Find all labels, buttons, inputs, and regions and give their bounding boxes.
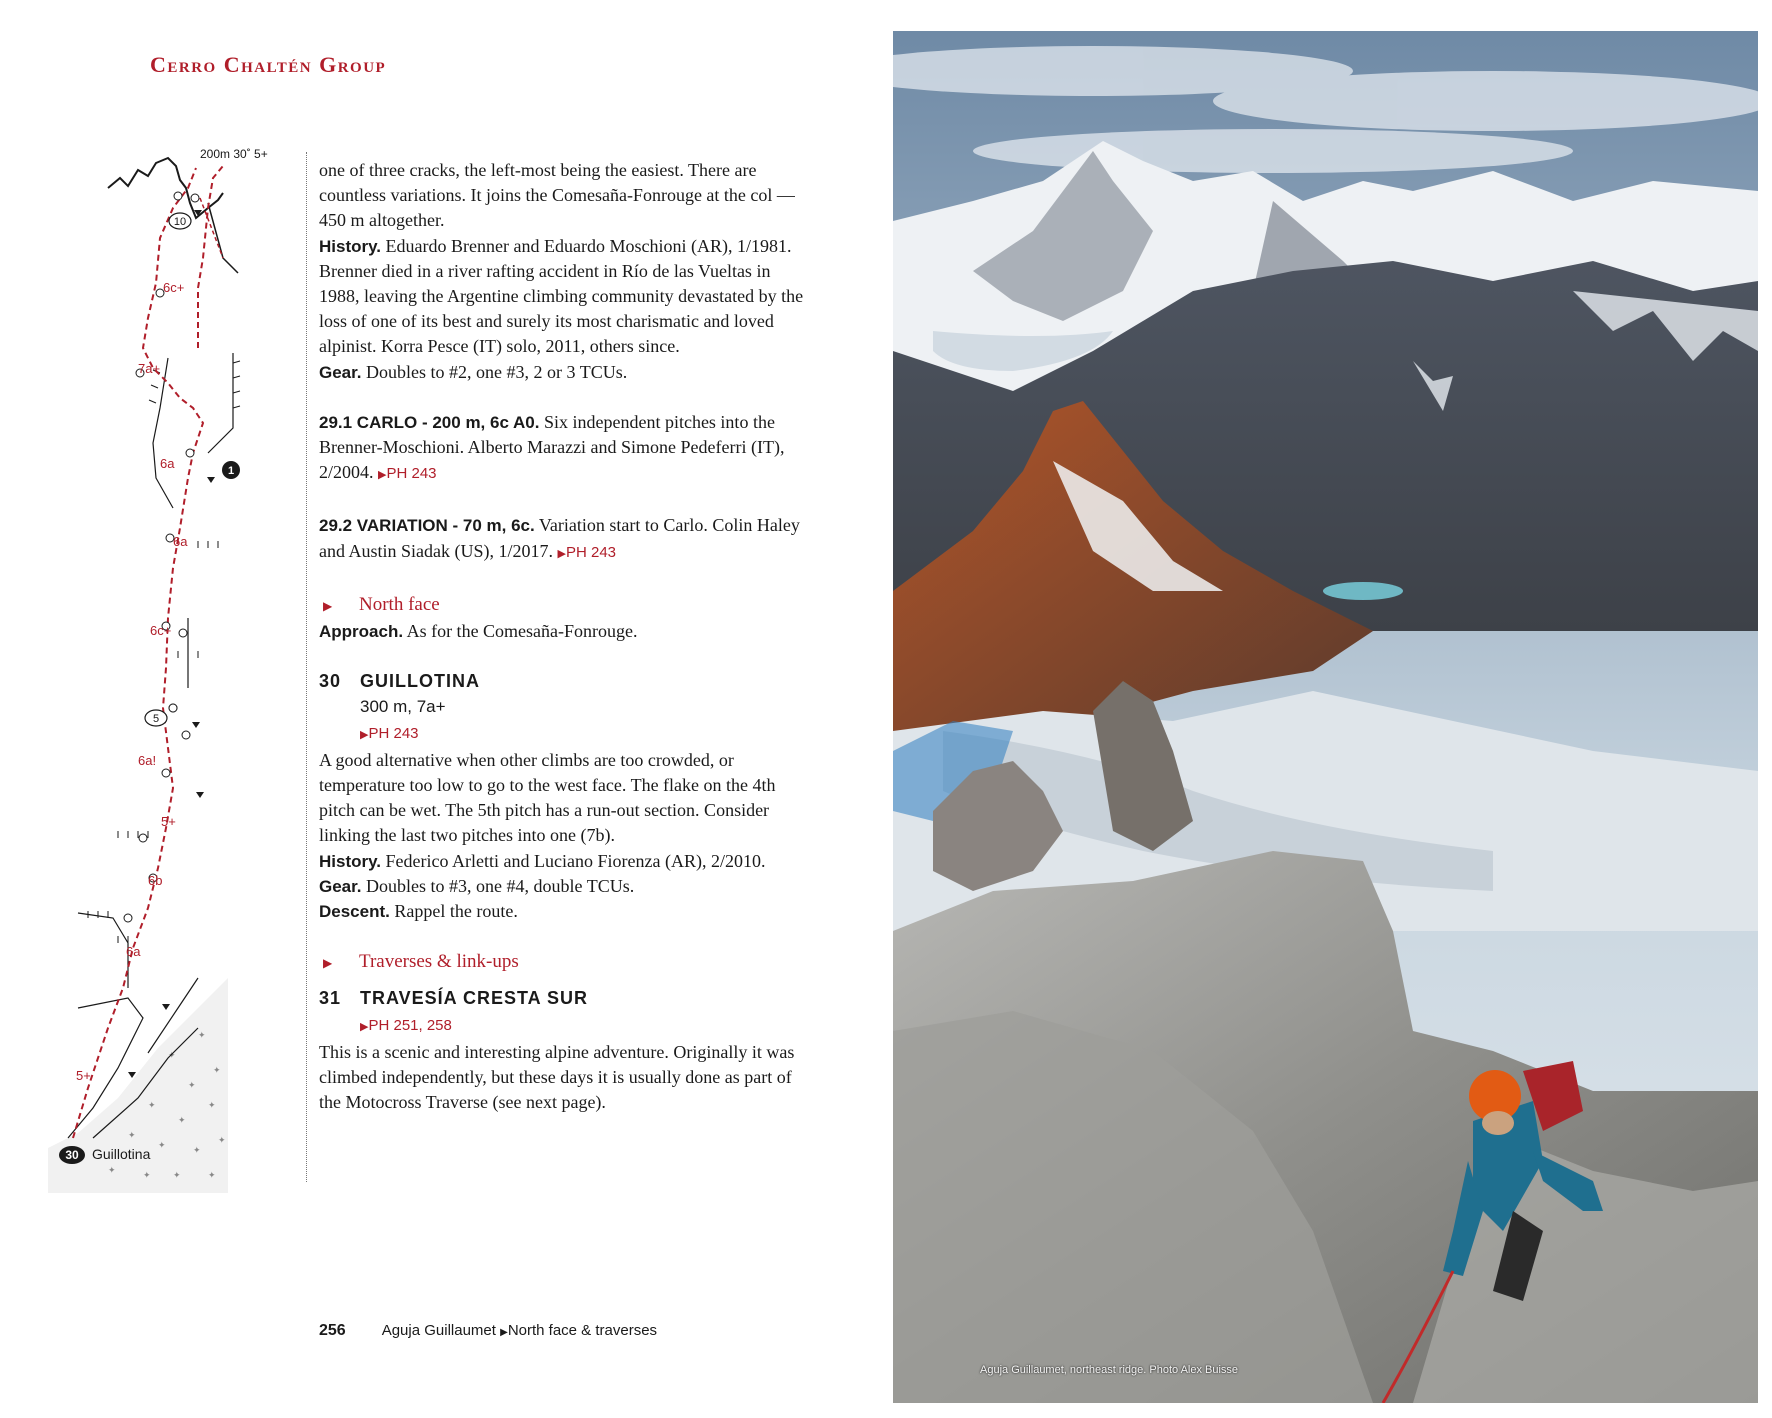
topo-rock-line-right bbox=[208, 353, 233, 453]
svg-text:✦: ✦ bbox=[193, 1146, 201, 1156]
topo-grade-label: 6c+ bbox=[163, 280, 185, 295]
topo-grade-label: 6b bbox=[148, 873, 163, 888]
svg-text:5: 5 bbox=[152, 713, 160, 725]
svg-text:✦: ✦ bbox=[218, 1136, 226, 1146]
running-header: Cerro Chaltén Group bbox=[150, 52, 387, 77]
svg-text:30: 30 bbox=[65, 1148, 79, 1162]
svg-text:1: 1 bbox=[227, 465, 235, 477]
route-topo-diagram bbox=[48, 148, 298, 1193]
topo-grade-label: 6a bbox=[160, 456, 175, 471]
section-heading-north-face: ▶ North face bbox=[319, 592, 809, 619]
route-30-title: 30 GUILLOTINA bbox=[319, 671, 480, 692]
svg-text:✦: ✦ bbox=[213, 1066, 221, 1076]
topo-marker-10 bbox=[169, 213, 191, 229]
topo-belays bbox=[124, 192, 199, 922]
topo-route-guillotina bbox=[73, 168, 203, 1138]
topo-grade-label: 6a bbox=[126, 944, 141, 959]
footer-peak: Aguja Guillaumet bbox=[381, 1322, 496, 1339]
svg-text:✦: ✦ bbox=[128, 1131, 136, 1141]
topo-grade-label: 5+ bbox=[161, 814, 176, 829]
topo-start-label: Guillotina bbox=[92, 1146, 151, 1162]
footer-section: North face & traverses bbox=[507, 1322, 658, 1339]
svg-text:✦: ✦ bbox=[198, 1031, 206, 1041]
photo-ref[interactable]: ▶PH 243 bbox=[378, 465, 437, 483]
topo-grade-label: 6c+ bbox=[150, 623, 172, 638]
svg-text:✦: ✦ bbox=[208, 1171, 216, 1181]
svg-text:✦: ✦ bbox=[143, 1171, 151, 1181]
topo-grade-label: 5+ bbox=[76, 1068, 91, 1083]
svg-text:✦: ✦ bbox=[173, 1171, 181, 1181]
route-31-photo-ref-line bbox=[319, 1012, 809, 1040]
history-paragraph: History. Eduardo Brenner and Eduardo Moschioni (AR), 1/1981. Brenner died in a river rafting accident in Río de las Vueltas in 1988, leaving the Argentine climbing community devastated by the loss of one of its best and surely its most charismatic and loved alpinist. Korra Pesce (IT) solo, 2011, others since. bbox=[319, 235, 804, 357]
section-heading-traverses: ▶ Traverses & link-ups bbox=[319, 949, 809, 976]
page-footer bbox=[319, 1322, 657, 1340]
column-divider bbox=[306, 152, 307, 1182]
approach-paragraph: Approach. As for the Comesaña-Fonrouge. bbox=[319, 621, 638, 642]
triangle-icon: ▶ bbox=[500, 1327, 508, 1338]
history-paragraph: History. Federico Arletti and Luciano Fiorenza (AR), 2/2010. bbox=[319, 850, 766, 871]
topo-top-label: 200m 30˚ 5+ bbox=[200, 148, 268, 161]
route-30-description: A good alternative when other climbs are too crowded, or temperature too low to go to the west face. The flake on the 4th pitch can be wet. The 5th pitch has a run-out section. Consider linking the last two pitches into one (7b). bbox=[319, 749, 776, 846]
topo-marker-30 bbox=[59, 1146, 85, 1164]
descent-paragraph: Descent. Rappel the route. bbox=[319, 901, 518, 922]
svg-text:✦: ✦ bbox=[158, 1141, 166, 1151]
page-number: 256 bbox=[319, 1322, 346, 1339]
svg-text:✦: ✦ bbox=[208, 1101, 216, 1111]
gear-paragraph: Gear. Doubles to #2, one #3, 2 or 3 TCUs. bbox=[319, 361, 628, 382]
topo-hatches bbox=[88, 361, 240, 943]
topo-rock-line-upper bbox=[208, 203, 238, 273]
photo-ref[interactable]: ▶PH 243 bbox=[360, 724, 419, 742]
svg-text:10: 10 bbox=[173, 216, 187, 228]
topo-rock-line-mid bbox=[153, 358, 173, 508]
route-31-description: This is a scenic and interesting alpine adventure. Originally it was climbed independently, but these days it is usually done as part of the Motocross Traverse (see next page). bbox=[319, 1041, 795, 1113]
route-description-column bbox=[319, 158, 809, 1116]
triangle-bullet-icon: ▶ bbox=[323, 598, 333, 613]
route-30-photo-ref-line bbox=[319, 720, 809, 748]
topo-rappel-arrows bbox=[128, 210, 215, 1078]
topo-route-carlo bbox=[198, 166, 223, 348]
photo-caption: Aguja Guillaumet, northeast ridge. Photo Alex Buisse bbox=[980, 1364, 1239, 1376]
topo-rock-line-6b bbox=[78, 913, 128, 988]
topo-summit-ridge bbox=[108, 158, 223, 218]
topo-marker-1 bbox=[222, 461, 240, 479]
svg-text:✦: ✦ bbox=[148, 1101, 156, 1111]
photo-ref[interactable]: ▶PH 243 bbox=[557, 543, 617, 561]
route-29-1: 29.1 CARLO - 200 m, 6c A0. Six independent pitches into the Brenner-Moschioni. Alberto Marazzi and Simone Pedeferri (IT), 2/2004. ▶PH 243 bbox=[319, 411, 785, 483]
topo-grade-label: 6a! bbox=[138, 753, 157, 768]
svg-text:✦: ✦ bbox=[178, 1116, 186, 1126]
route-31-title: 31 TRAVESÍA CRESTA SUR bbox=[319, 988, 589, 1009]
topo-marker-5 bbox=[145, 710, 167, 726]
svg-text:✦: ✦ bbox=[108, 1166, 116, 1176]
topo-route-descent bbox=[200, 198, 223, 258]
gear-paragraph: Gear. Doubles to #3, one #4, double TCUs. bbox=[319, 875, 635, 896]
topo-grade-label: 6a bbox=[173, 534, 188, 549]
topo-grade-label: 7a+ bbox=[138, 361, 161, 376]
route-30-specs: 300 m, 7a+ bbox=[360, 697, 446, 717]
svg-text:✦: ✦ bbox=[188, 1081, 196, 1091]
route-29-2: 29.2 VARIATION - 70 m, 6c. Variation start to Carlo. Colin Haley and Austin Siadak (US), 1/2017. ▶PH 243 bbox=[319, 515, 800, 561]
svg-text:✦: ✦ bbox=[168, 1051, 176, 1061]
triangle-bullet-icon: ▶ bbox=[323, 956, 333, 971]
photo-ref[interactable]: ▶PH 251, 258 bbox=[360, 1016, 452, 1034]
intro-paragraph: one of three cracks, the left-most being the easiest. There are countless variations. It joins the Comesaña-Fonrouge at the col —450 m altogether. bbox=[319, 160, 795, 231]
mountain-photo bbox=[893, 31, 1758, 1403]
